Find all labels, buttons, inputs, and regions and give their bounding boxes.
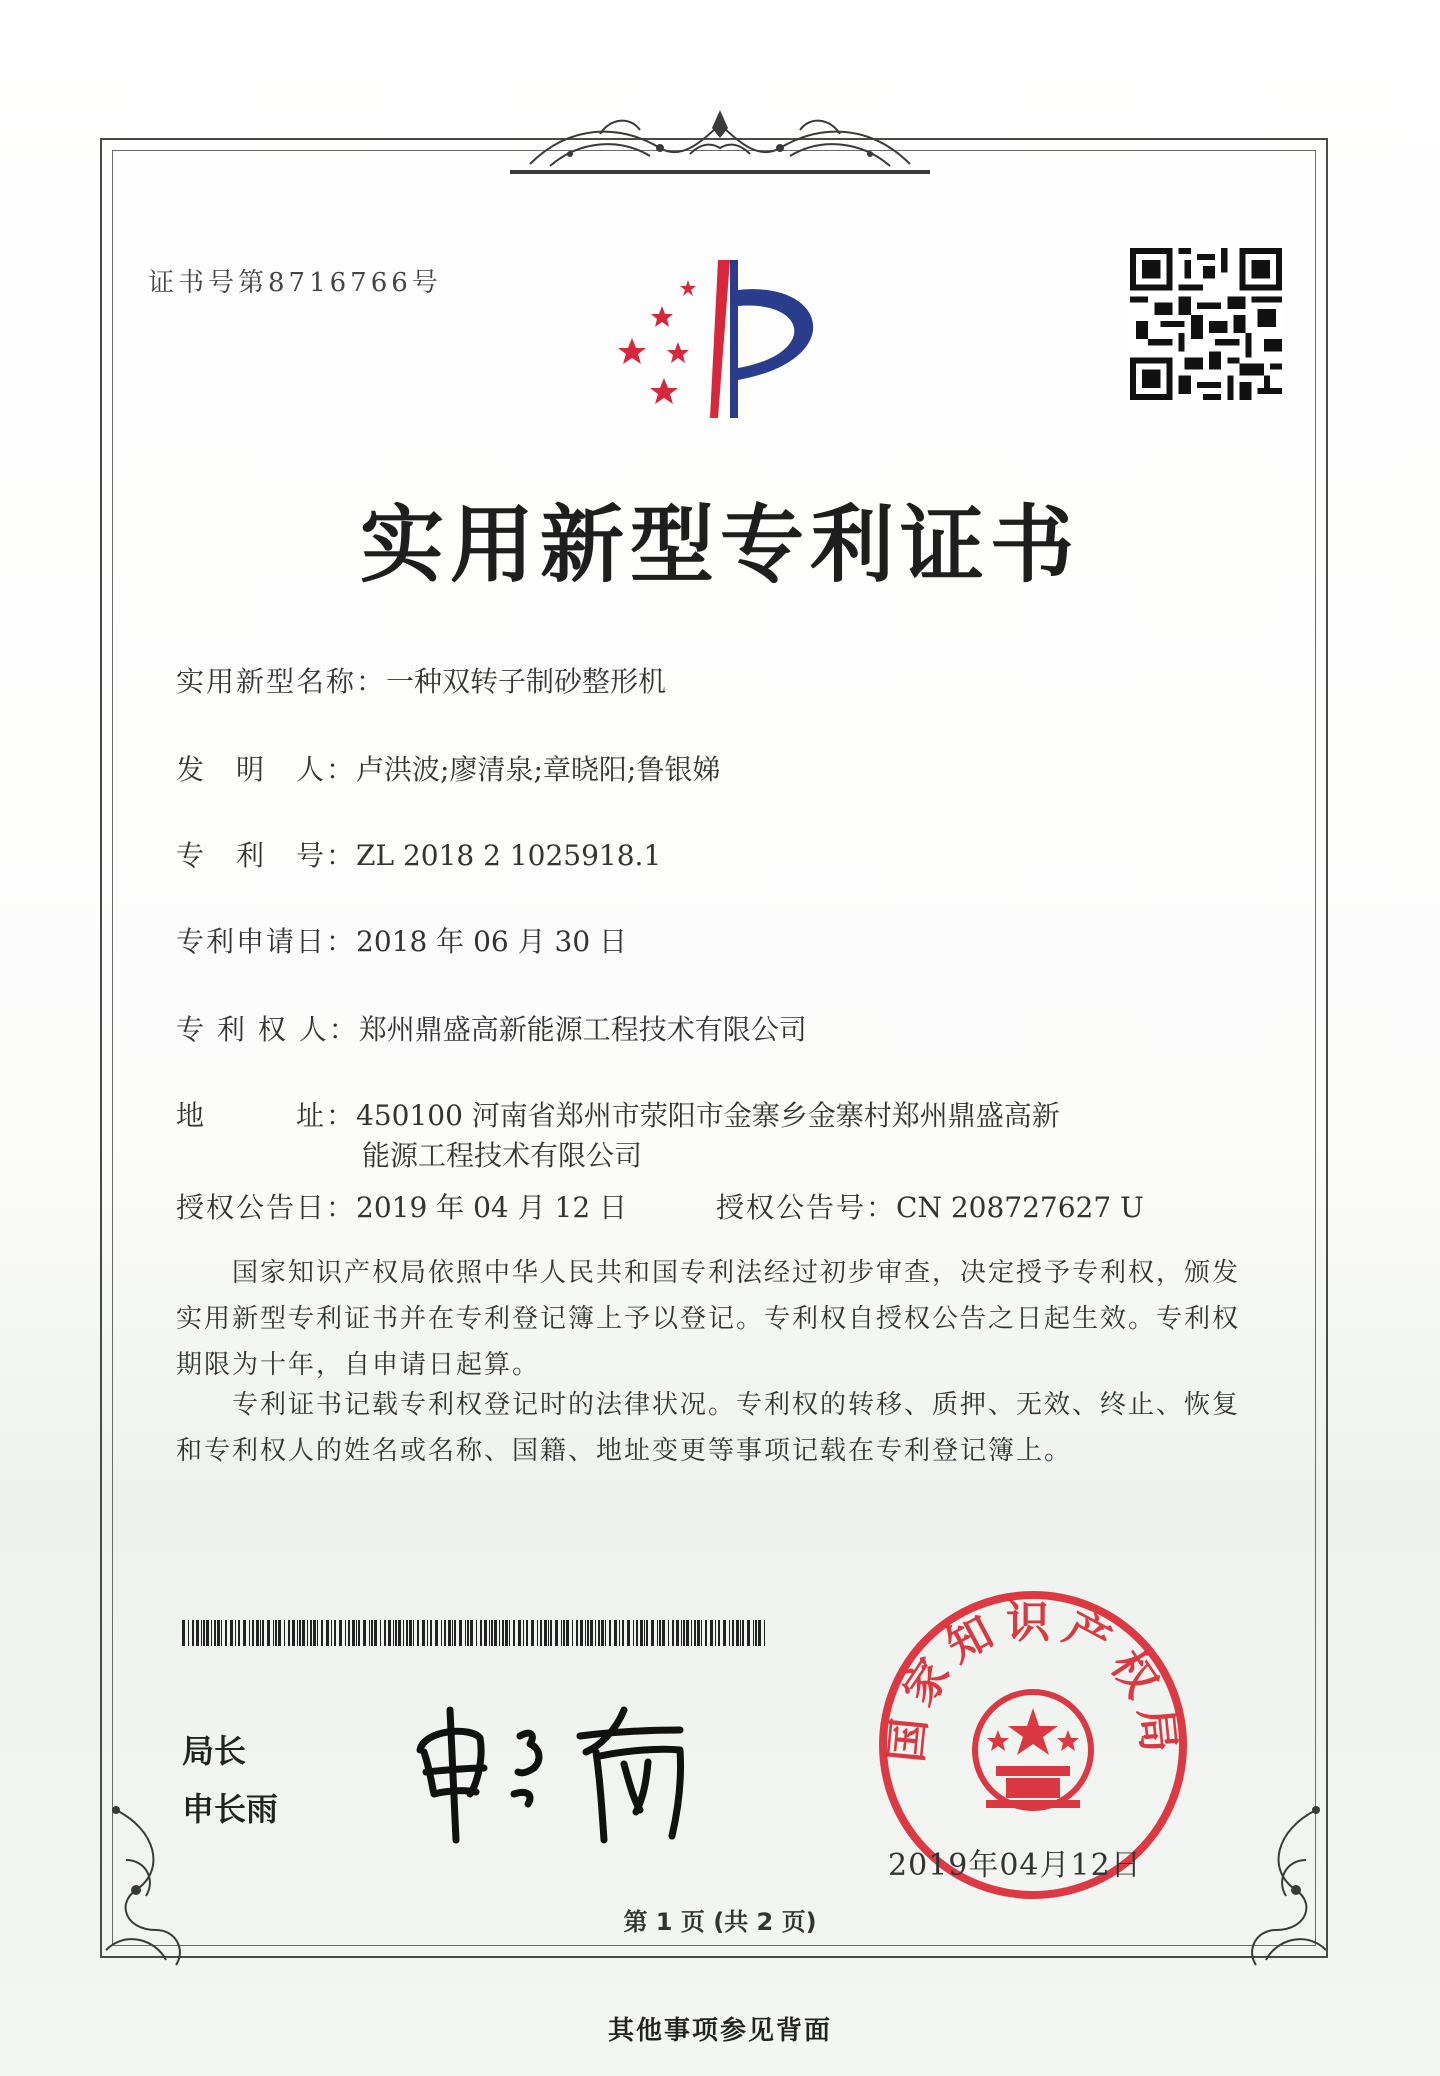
barcode-bar — [398, 1620, 401, 1646]
barcode-bar — [576, 1620, 578, 1646]
barcode-bar — [321, 1620, 323, 1646]
barcode-bar — [764, 1620, 765, 1646]
body-paragraph-2: 专利证书记载专利权登记时的法律状况。专利权的转移、质押、无效、终止、恢复和专利权人的姓名或名称、国籍、地址变更等事项记载在专利登记簿上。 — [176, 1390, 1241, 1466]
barcode-bar — [260, 1620, 261, 1646]
body-paragraph-1: 国家知识产权局依照中华人民共和国专利法经过初步审查，决定授予专利权，颁发实用新型专利证书并在专利登记簿上予以登记。专利权自授权公告之日起生效。专利权期限为十年，自申请日起算。 — [176, 1258, 1241, 1380]
barcode-bar — [633, 1620, 634, 1646]
barcode-bar — [697, 1620, 700, 1646]
barcode-bar — [388, 1620, 391, 1646]
barcode-bar — [676, 1620, 679, 1646]
barcode-bar — [427, 1620, 428, 1646]
field-application-date — [176, 920, 627, 960]
barcode-bar — [480, 1620, 482, 1646]
barcode-bar — [601, 1620, 604, 1646]
barcode-bar — [561, 1620, 562, 1646]
barcode-bar — [580, 1620, 583, 1646]
barcode-bar — [694, 1620, 696, 1646]
barcode-bar — [753, 1620, 754, 1646]
field-value: 一种双转子制砂整形机 — [386, 665, 667, 698]
barcode-bar — [644, 1620, 645, 1646]
barcode-bar — [326, 1620, 329, 1646]
barcode-bar — [523, 1620, 524, 1646]
field-value: 2019 年 04 月 12 日 — [356, 1191, 628, 1224]
barcode-bar — [537, 1620, 538, 1646]
page-number: 第 1 页 (共 2 页) — [623, 1908, 817, 1936]
barcode-bar — [609, 1620, 611, 1646]
barcode-bar — [188, 1620, 189, 1646]
barcode-bar — [206, 1620, 209, 1646]
barcode-bar — [595, 1620, 596, 1646]
barcode-bar — [371, 1620, 373, 1646]
barcode-bar — [587, 1620, 589, 1646]
field-value: CN 208727627 U — [896, 1191, 1144, 1224]
barcode-bar — [747, 1620, 750, 1646]
barcode-bar — [182, 1620, 185, 1646]
barcode-bar — [374, 1620, 377, 1646]
barcode-bar — [203, 1620, 205, 1646]
qr-code-icon — [1130, 248, 1282, 400]
barcode-bar — [657, 1620, 658, 1646]
barcode-bar — [192, 1620, 194, 1646]
barcode-bar — [598, 1620, 600, 1646]
barcode-bar — [710, 1620, 713, 1646]
barcode-bar — [494, 1620, 497, 1646]
barcode-bar — [217, 1620, 220, 1646]
bottom-right-ornament-icon — [1226, 1800, 1336, 1970]
barcode-bar — [358, 1620, 360, 1646]
seal-text: 国家知识产权局 — [881, 1597, 1185, 1765]
barcode-bar — [256, 1620, 259, 1646]
field-value: ZL 2018 2 1025918.1 — [356, 839, 662, 872]
barcode-bar — [384, 1620, 386, 1646]
barcode-bar — [668, 1620, 669, 1646]
barcode-bar — [502, 1620, 504, 1646]
seal-date: 2019年04月12日 — [888, 1848, 1142, 1883]
director-signature-icon — [410, 1690, 740, 1850]
barcode-bar — [548, 1620, 549, 1646]
barcode-bar — [701, 1620, 702, 1646]
barcode-bar — [441, 1620, 442, 1646]
barcode-bar — [672, 1620, 674, 1646]
director-title: 局长 — [182, 1732, 247, 1770]
barcode-bar — [393, 1620, 394, 1646]
barcode-bar — [505, 1620, 508, 1646]
top-ornament-icon — [510, 104, 930, 178]
barcode-bar — [292, 1620, 295, 1646]
barcode-bar — [484, 1620, 487, 1646]
field-value: 450100 河南省郑州市荥阳市金寨乡金寨村郑州鼎盛高新 — [356, 1099, 1060, 1132]
barcode-bar — [531, 1620, 534, 1646]
barcode-bar — [435, 1620, 438, 1646]
barcode-bar — [252, 1620, 254, 1646]
barcode-bar — [572, 1620, 573, 1646]
barcode-bar — [518, 1620, 521, 1646]
barcode-bar — [755, 1620, 757, 1646]
barcode-bar — [363, 1620, 366, 1646]
field-grant-number — [716, 1186, 1144, 1226]
barcode-bar — [334, 1620, 336, 1646]
barcode-bar — [454, 1620, 456, 1646]
barcode-bar — [513, 1620, 515, 1646]
barcode-bar — [211, 1620, 212, 1646]
barcode-bar — [307, 1620, 308, 1646]
barcode-bar — [243, 1620, 246, 1646]
barcode-bar — [395, 1620, 397, 1646]
barcode-bar — [736, 1620, 739, 1646]
director-name: 申长雨 — [182, 1790, 279, 1828]
barcode-bar — [715, 1620, 716, 1646]
barcode-bar — [352, 1620, 355, 1646]
barcode-bar — [403, 1620, 404, 1646]
barcode-bar — [651, 1620, 654, 1646]
barcode-bar — [683, 1620, 685, 1646]
barcode-bar — [467, 1620, 469, 1646]
barcode-bar — [238, 1620, 240, 1646]
barcode-bar — [732, 1620, 734, 1646]
barcode-bar — [235, 1620, 236, 1646]
barcode-bar — [317, 1620, 318, 1646]
barcode-bar — [444, 1620, 446, 1646]
field-address — [176, 1094, 1060, 1134]
barcode-bar — [288, 1620, 290, 1646]
barcode-bar — [302, 1620, 305, 1646]
barcode-bar — [225, 1620, 227, 1646]
barcode-icon — [182, 1620, 768, 1646]
barcode-bar — [201, 1620, 202, 1646]
barcode-bar — [605, 1620, 606, 1646]
barcode-bar — [723, 1620, 726, 1646]
barcode-bar — [476, 1620, 477, 1646]
field-label: 专利申请日： — [176, 925, 357, 958]
barcode-bar — [221, 1620, 222, 1646]
page-title: 实用新型专利证书 — [359, 495, 1080, 594]
barcode-bar — [619, 1620, 620, 1646]
barcode-bar — [448, 1620, 451, 1646]
barcode-bar — [585, 1620, 586, 1646]
cnipa-logo-icon — [618, 250, 848, 420]
field-patent-number — [176, 834, 661, 874]
barcode-bar — [214, 1620, 216, 1646]
field-label: 实用新型名称： — [176, 665, 387, 698]
barcode-bar — [627, 1620, 630, 1646]
barcode-bar — [249, 1620, 250, 1646]
barcode-bar — [413, 1620, 414, 1646]
field-label: 专 利 权 人： — [176, 1013, 359, 1046]
field-value: 卢洪波;廖清泉;章晓阳;鲁银娣 — [356, 753, 721, 786]
field-patentee — [176, 1008, 807, 1048]
barcode-bar — [278, 1620, 281, 1646]
field-value: 郑州鼎盛高新能源工程技术有限公司 — [358, 1013, 807, 1046]
barcode-bar — [339, 1620, 342, 1646]
barcode-bar — [563, 1620, 565, 1646]
barcode-bar — [284, 1620, 285, 1646]
barcode-bar — [356, 1620, 357, 1646]
barcode-bar — [540, 1620, 542, 1646]
barcode-bar — [465, 1620, 466, 1646]
barcode-bar — [499, 1620, 500, 1646]
field-address-line2: 能源工程技术有限公司 — [362, 1139, 643, 1172]
field-inventor — [176, 748, 720, 788]
barcode-bar — [409, 1620, 412, 1646]
barcode-bar — [262, 1620, 264, 1646]
barcode-bar — [489, 1620, 490, 1646]
certificate-number: 证书号第8716766号 — [148, 268, 442, 298]
barcode-bar — [544, 1620, 547, 1646]
footer-note: 其他事项参见背面 — [607, 2016, 832, 2046]
barcode-bar — [273, 1620, 274, 1646]
barcode-bar — [662, 1620, 665, 1646]
barcode-bar — [417, 1620, 419, 1646]
barcode-bar — [550, 1620, 552, 1646]
barcode-bar — [491, 1620, 493, 1646]
barcode-bar — [345, 1620, 346, 1646]
barcode-bar — [267, 1620, 270, 1646]
barcode-bar — [566, 1620, 569, 1646]
barcode-bar — [614, 1620, 617, 1646]
barcode-bar — [348, 1620, 350, 1646]
barcode-bar — [691, 1620, 692, 1646]
field-utility-model-name — [176, 660, 666, 700]
barcode-bar — [275, 1620, 277, 1646]
barcode-bar — [369, 1620, 370, 1646]
field-label: 发 明 人： — [176, 753, 357, 786]
barcode-bar — [452, 1620, 453, 1646]
barcode-bar — [196, 1620, 199, 1646]
barcode-bar — [526, 1620, 528, 1646]
barcode-bar — [380, 1620, 381, 1646]
barcode-bar — [422, 1620, 425, 1646]
field-value: 2018 年 06 月 30 日 — [356, 925, 628, 958]
barcode-bar — [646, 1620, 648, 1646]
barcode-bar — [659, 1620, 661, 1646]
barcode-bar — [705, 1620, 707, 1646]
barcode-bar — [622, 1620, 624, 1646]
barcode-bar — [310, 1620, 312, 1646]
barcode-bar — [681, 1620, 682, 1646]
barcode-bar — [636, 1620, 638, 1646]
barcode-bar — [758, 1620, 761, 1646]
barcode-bar — [313, 1620, 316, 1646]
field-label: 专 利 号： — [176, 839, 357, 872]
barcode-bar — [740, 1620, 741, 1646]
field-label: 授权公告号： — [716, 1191, 897, 1224]
barcode-bar — [729, 1620, 730, 1646]
barcode-bar — [299, 1620, 301, 1646]
barcode-bar — [297, 1620, 298, 1646]
field-label: 地 址： — [176, 1099, 357, 1132]
barcode-bar — [509, 1620, 510, 1646]
barcode-bar — [470, 1620, 473, 1646]
barcode-bar — [555, 1620, 558, 1646]
barcode-bar — [718, 1620, 720, 1646]
barcode-bar — [459, 1620, 462, 1646]
barcode-bar — [430, 1620, 432, 1646]
barcode-bar — [742, 1620, 744, 1646]
field-grant-date — [176, 1186, 627, 1226]
barcode-bar — [686, 1620, 689, 1646]
barcode-bar — [590, 1620, 593, 1646]
barcode-bar — [640, 1620, 643, 1646]
barcode-bar — [406, 1620, 408, 1646]
field-label: 授权公告日： — [176, 1191, 357, 1224]
barcode-bar — [230, 1620, 233, 1646]
barcode-bar — [331, 1620, 332, 1646]
